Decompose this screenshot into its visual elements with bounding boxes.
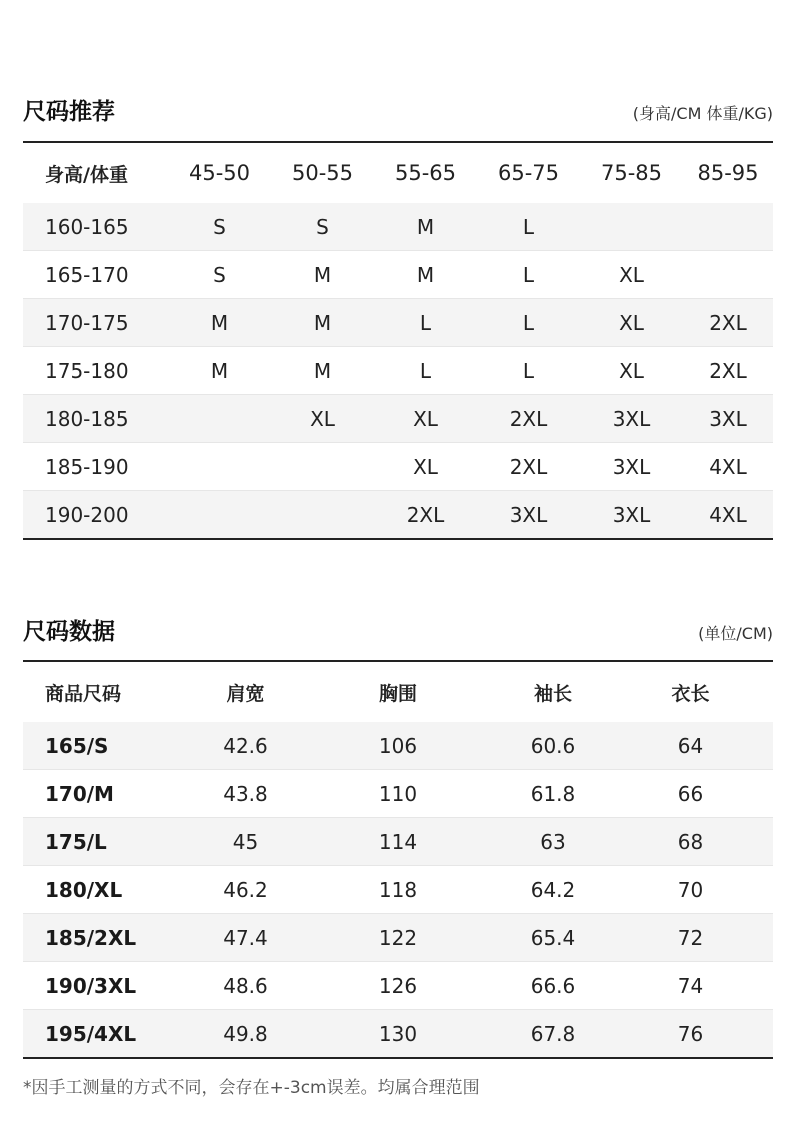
table-cell: 114 [298, 818, 498, 866]
table-cell: S [168, 203, 271, 251]
table-cell: 43.8 [193, 770, 298, 818]
table-cell: 65.4 [498, 914, 608, 962]
table-cell: 3XL [683, 395, 773, 443]
table-cell: 2XL [683, 347, 773, 395]
table-cell: M [168, 347, 271, 395]
column-header: 衣长 [671, 682, 710, 705]
table-cell: 61.8 [498, 770, 608, 818]
table-cell: 122 [298, 914, 498, 962]
table-cell: 66.6 [498, 962, 608, 1010]
table-cell: 72 [608, 914, 773, 962]
row-height-range: 160-165 [23, 203, 168, 251]
table-row [23, 251, 773, 299]
table-cell: 3XL [580, 395, 683, 443]
table-cell: 118 [298, 866, 498, 914]
product-size-cell: 185/2XL [23, 914, 193, 962]
table-cell: M [271, 347, 374, 395]
product-size-cell: 165/S [23, 722, 193, 770]
column-header: 85-95 [697, 161, 759, 185]
table-cell: L [374, 347, 477, 395]
table-cell: 3XL [477, 491, 580, 539]
column-header: 身高/体重 [45, 163, 128, 186]
table-row [23, 722, 773, 770]
column-header: 肩宽 [226, 682, 265, 705]
product-size-cell: 180/XL [23, 866, 193, 914]
product-size-cell: 175/L [23, 818, 193, 866]
product-size-cell: 190/3XL [23, 962, 193, 1010]
section-header [23, 86, 773, 126]
table-cell: 3XL [580, 443, 683, 491]
table-cell: 2XL [477, 443, 580, 491]
size-recommendation-table [23, 143, 773, 538]
table-cell: 70 [608, 866, 773, 914]
table-row [23, 866, 773, 914]
column-header: 45-50 [188, 161, 251, 185]
table-cell [683, 251, 773, 299]
table-cell: XL [374, 395, 477, 443]
table-cell: 4XL [683, 491, 773, 539]
table-cell: 45 [193, 818, 298, 866]
table-cell [683, 203, 773, 251]
product-size-cell: 170/M [23, 770, 193, 818]
table-cell [168, 395, 271, 443]
table-row [23, 1010, 773, 1058]
table-row [23, 770, 773, 818]
table-cell: 126 [298, 962, 498, 1010]
table-row [23, 347, 773, 395]
table-cell: 2XL [477, 395, 580, 443]
table-row [23, 491, 773, 539]
section-unit-note: (单位/CM) [698, 624, 773, 643]
table-cell: 46.2 [193, 866, 298, 914]
table-cell: 42.6 [193, 722, 298, 770]
table-cell [168, 443, 271, 491]
column-header: 50-55 [291, 161, 354, 185]
table-bottom-rule [23, 1057, 773, 1059]
table-cell: 130 [298, 1010, 498, 1058]
section-unit-note: (身高/CM 体重/KG) [632, 104, 773, 123]
table-row [23, 914, 773, 962]
column-header: 55-65 [394, 161, 457, 185]
table-cell: M [271, 251, 374, 299]
table-row [23, 962, 773, 1010]
table-cell [168, 491, 271, 539]
table-cell: 3XL [580, 491, 683, 539]
table-row [23, 395, 773, 443]
row-height-range: 170-175 [23, 299, 168, 347]
table-bottom-rule [23, 538, 773, 540]
table-cell: M [271, 299, 374, 347]
column-header: 袖长 [533, 682, 572, 705]
table-cell: 63 [498, 818, 608, 866]
table-cell: S [271, 203, 374, 251]
table-cell: 106 [298, 722, 498, 770]
column-header: 商品尺码 [45, 682, 122, 705]
column-header: 胸围 [378, 682, 417, 705]
table-cell: 67.8 [498, 1010, 608, 1058]
table-cell: 110 [298, 770, 498, 818]
table-cell: 68 [608, 818, 773, 866]
table-cell: L [374, 299, 477, 347]
table-cell: XL [580, 347, 683, 395]
size-data-section [23, 606, 773, 1059]
table-header-row [23, 143, 773, 203]
row-height-range: 190-200 [23, 491, 168, 539]
row-height-range: 180-185 [23, 395, 168, 443]
table-cell: 48.6 [193, 962, 298, 1010]
column-header: 65-75 [497, 161, 560, 185]
measurement-footnote: *因手工测量的方式不同，会存在+-3cm误差。均属合理范围 [23, 1078, 480, 1098]
table-cell: XL [580, 299, 683, 347]
size-recommendation-section [23, 86, 773, 540]
table-row [23, 299, 773, 347]
table-cell: 2XL [374, 491, 477, 539]
table-cell: 4XL [683, 443, 773, 491]
table-cell [580, 203, 683, 251]
table-cell: 64.2 [498, 866, 608, 914]
table-row [23, 203, 773, 251]
table-cell: 64 [608, 722, 773, 770]
table-cell: M [168, 299, 271, 347]
table-cell: XL [374, 443, 477, 491]
table-header-row [23, 662, 773, 722]
table-cell: L [477, 347, 580, 395]
column-header: 75-85 [600, 161, 663, 185]
section-title: 尺码推荐 [23, 99, 115, 125]
table-cell: S [168, 251, 271, 299]
row-height-range: 185-190 [23, 443, 168, 491]
table-cell: 74 [608, 962, 773, 1010]
table-cell: L [477, 299, 580, 347]
table-cell: 47.4 [193, 914, 298, 962]
table-cell: XL [271, 395, 374, 443]
table-cell: XL [580, 251, 683, 299]
table-cell: 66 [608, 770, 773, 818]
table-cell: 49.8 [193, 1010, 298, 1058]
table-cell: 2XL [683, 299, 773, 347]
size-data-table [23, 662, 773, 1057]
table-cell [271, 491, 374, 539]
table-cell: 76 [608, 1010, 773, 1058]
section-title: 尺码数据 [23, 619, 115, 645]
row-height-range: 175-180 [23, 347, 168, 395]
row-height-range: 165-170 [23, 251, 168, 299]
table-cell: M [374, 251, 477, 299]
table-row [23, 443, 773, 491]
table-row [23, 818, 773, 866]
table-cell: 60.6 [498, 722, 608, 770]
table-cell: L [477, 203, 580, 251]
product-size-cell: 195/4XL [23, 1010, 193, 1058]
table-cell: M [374, 203, 477, 251]
table-cell: L [477, 251, 580, 299]
table-cell [271, 443, 374, 491]
section-header [23, 606, 773, 646]
